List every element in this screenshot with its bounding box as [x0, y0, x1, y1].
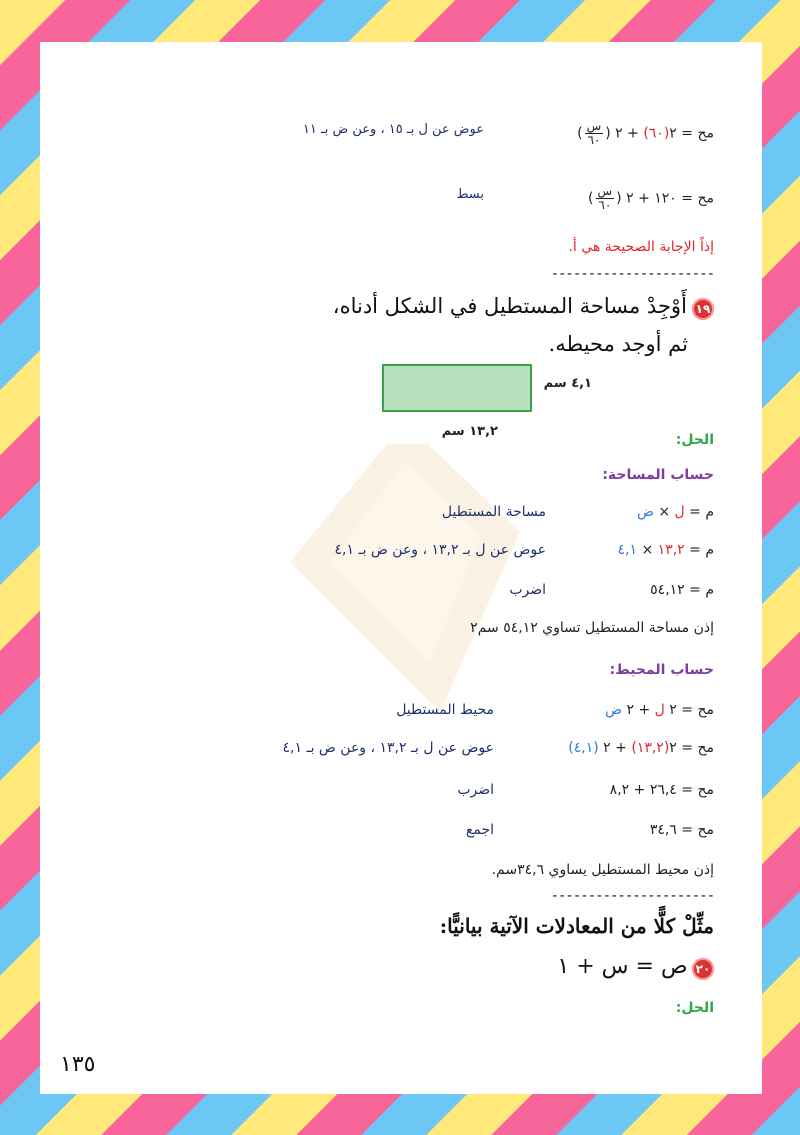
length-label: ١٣,٢ سم: [441, 424, 498, 439]
perimeter-result: إذن محيط المستطيل يساوي ٣٤,٦سم.: [491, 862, 714, 878]
solution-label: الحل:: [675, 432, 714, 448]
step-note: اضرب: [509, 582, 546, 598]
question-number-badge: ٢٠: [692, 958, 714, 980]
eq-value-red: (٦٠): [643, 125, 670, 142]
step-note: عوض عن ل بـ ١٣,٢ ، وعن ض بـ ٤,١: [334, 542, 546, 558]
eq-part: + ٢: [622, 702, 655, 718]
page-number: ١٣٥: [60, 1052, 96, 1077]
question-number-badge: ١٩: [692, 298, 714, 320]
area-heading: حساب المساحة:: [602, 467, 714, 483]
eq-part: + ٢: [610, 125, 644, 142]
graph-heading: مثِّلْ كلًّا من المعادلات الآتية بيانيًّا:: [439, 914, 714, 938]
width-var: ض: [605, 702, 623, 718]
fraction: $\frac{\text{س}}{٦٠}$: [586, 119, 602, 147]
fraction: $\frac{\text{س}}{٦٠}$: [597, 184, 613, 212]
length-var: ل: [654, 702, 665, 718]
eq-part: م = ٥٤,١٢: [650, 582, 714, 598]
eq-part: + ٢: [598, 740, 632, 756]
step-note: عوض عن ل بـ ١٣,٢ ، وعن ض بـ ٤,١: [282, 740, 494, 756]
eq-part: مح = ٢: [669, 125, 714, 142]
equation-text: ص = س + ١: [557, 954, 688, 979]
length-value: (١٣,٢): [631, 740, 670, 756]
width-label: ٤,١ سم: [543, 376, 592, 391]
rectangle-figure: [382, 364, 532, 412]
eq-part: ×: [653, 504, 675, 520]
width-value: ٤,١: [617, 542, 638, 558]
step-note: مساحة المستطيل: [441, 504, 546, 520]
question-19-line-1: [333, 294, 714, 320]
page: مح = ٢(٦٠) + ٢ ( $\frac{\text{س}}{٦٠}$ ) عوض عن ل بـ ١٥ ، وعن ض بـ ١١ مح = ١٢٠ + ٢ ( $\frac{\text{س}}{٦٠}$ ) بسط إذاً الإجابة الصحيحة هي أ. ---------------------- ١٩ أَوْجِدْ مساحة المستطيل في الشكل أدناه، ثم أوجد محيطه. ٤,١ سم ١٣,٢ سم الحل: حساب المساحة: م = ل × ض مساحة المستطيل م = ١٣,٢ × ٤,١ عوض عن ل بـ ١٣,٢ ، وعن ض بـ ٤,١ م = ٥٤,١٢ اضرب إذن مساحة المستطيل تساوي ٥٤,١٢ سم٢ حساب المحيط: مح = ٢ ل + ٢ ض محيط المستطيل مح = ٢(١٣,٢) + ٢ (٤,١) عوض عن ل بـ ١٣,٢ ، وعن ض بـ ٤,١ مح = ٢٦,٤ + ٨,٢ اضرب مح = ٣٤,٦ اجمع إذن محيط المستطيل يساوي ٣٤,٦سم. ---------------------- مثِّلْ كلًّا من المعادلات الآتية بيانيًّا: ٢٠ ص = س + ١ الحل: ١٣٥: [40, 42, 762, 1094]
step-note: اجمع: [465, 822, 494, 838]
perimeter-heading: حساب المحيط:: [609, 662, 714, 678]
eq-part: م =: [684, 542, 714, 558]
eq-part: مح = ١٢٠ + ٢: [621, 190, 714, 207]
question-text: أَوْجِدْ مساحة المستطيل في الشكل أدناه،: [332, 294, 687, 318]
length-var: ل: [674, 504, 685, 520]
width-value: (٤,١): [568, 740, 599, 756]
eq-part: مح = ٢: [664, 702, 714, 718]
answer-line: إذاً الإجابة الصحيحة هي أ.: [568, 239, 714, 255]
eq-part: مح = ٣٤,٦: [649, 822, 714, 838]
eq-part: م =: [684, 504, 714, 520]
eq-part: مح = ٢٦,٤ + ٨,٢: [609, 782, 714, 798]
solution-label-2: الحل:: [675, 1000, 714, 1016]
step-note: محيط المستطيل: [396, 702, 494, 718]
question-19-box: [332, 284, 714, 444]
area-result: إذن مساحة المستطيل تساوي ٥٤,١٢ سم٢: [470, 620, 714, 636]
eq-part: ×: [637, 542, 658, 558]
watermark-logo-icon: [290, 422, 520, 712]
length-value: ١٣,٢: [657, 542, 685, 558]
step-note: اضرب: [457, 782, 494, 798]
width-var: ض: [636, 504, 654, 520]
step-note: بسط: [456, 187, 484, 202]
step-note: عوض عن ل بـ ١٥ ، وعن ض بـ ١١: [302, 122, 484, 137]
divider-dashes: ----------------------: [550, 888, 714, 904]
eq-part: مح = ٢: [669, 740, 714, 756]
divider-dashes: ----------------------: [550, 266, 714, 282]
question-text-line-2: ثم أوجد محيطه.: [548, 332, 688, 356]
